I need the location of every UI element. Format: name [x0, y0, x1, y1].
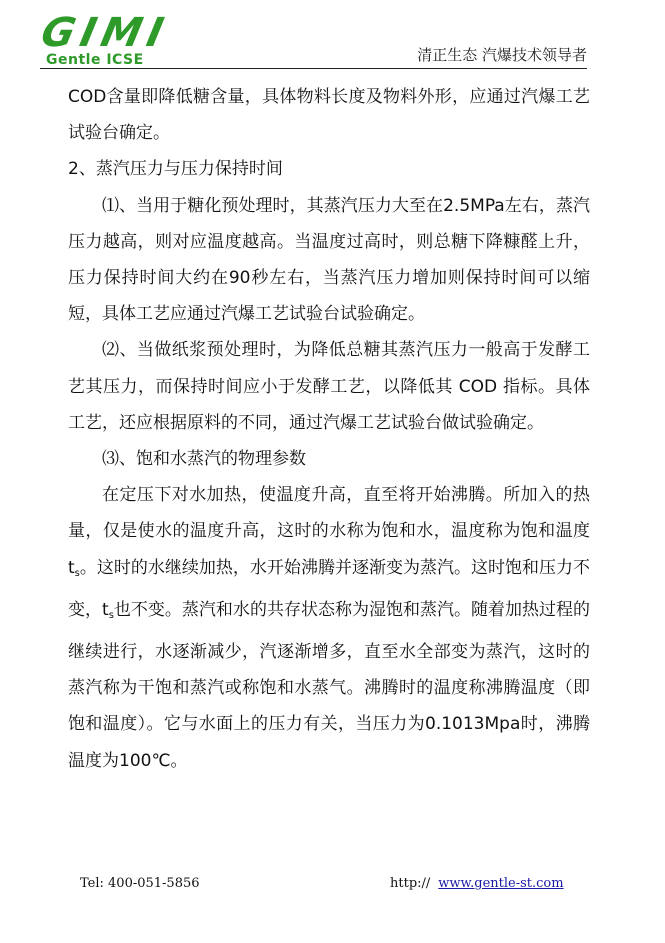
subheading-saturated-steam: ⑶、饱和水蒸汽的物理参数 — [102, 449, 306, 470]
footer-website — [390, 876, 564, 891]
paragraph-cod: COD含量即降低糖含量，具体物料长度及物料外形，应通过汽爆工艺试验台确定。 — [68, 87, 590, 144]
document-body — [68, 79, 590, 779]
subscript-s: s — [108, 609, 114, 621]
text-run: 也不变。蒸汽和水的共存状态称为湿饱和蒸汽。随着加热过程的继续进行，水逐渐减少，汽逐渐增多，直至水全部变为蒸汽，这时的蒸汽称为干饱和蒸汽或称饱和水蒸气。沸腾时的温度称沸腾温度（即饱和温度）。它与水面上的压力有关，当压力为0.1013Mpa时，沸腾温度为100℃。 — [68, 599, 591, 771]
text-run: 。这时的水继续加热，水开始沸腾并逐渐变为蒸汽。这时饱和压力不变，t — [68, 557, 590, 620]
footer-phone: Tel: 400-051-5856 — [80, 876, 200, 891]
subscript-s: s — [74, 567, 80, 579]
header-divider — [40, 68, 587, 69]
paragraph-pulp: ⑵、当做纸浆预处理时，为降低总糖其蒸汽压力一般高于发酵工艺其压力，而保持时间应小于发酵工艺，以降低其 COD 指标。具体工艺，还应根据原料的不同，通过汽爆工艺试验台做试验确定。 — [68, 340, 590, 433]
text-run: 在定压下对水加热，使温度升高，直至将开始沸腾。所加入的热量，仅是使水的温度升高，这时的水称为饱和水，温度称为饱和温度 t — [68, 485, 590, 578]
section-heading-steam-pressure: 2、蒸汽压力与压力保持时间 — [68, 159, 283, 180]
logo-subtitle: Gentle ICSE — [46, 52, 144, 68]
paragraph-saturated-steam — [68, 477, 590, 779]
url-prefix: http:// — [390, 876, 431, 891]
website-link[interactable]: www.gentle-st.com — [438, 876, 564, 891]
company-logo — [37, 10, 180, 68]
paragraph-saccharification: ⑴、当用于糖化预处理时，其蒸汽压力大至在2.5MPa左右，蒸汽压力越高，则对应温度越高。当温度过高时，则总糖下降糠醛上升，压力保持时间大约在90秒左右，当蒸汽压力增加则保持时间可以缩短，具体工艺应通过汽爆工艺试验台试验确定。 — [68, 195, 590, 325]
logo-wordmark: GIMI — [37, 10, 174, 56]
header-tagline: 清正生态 汽爆技术领导者 — [417, 46, 587, 64]
